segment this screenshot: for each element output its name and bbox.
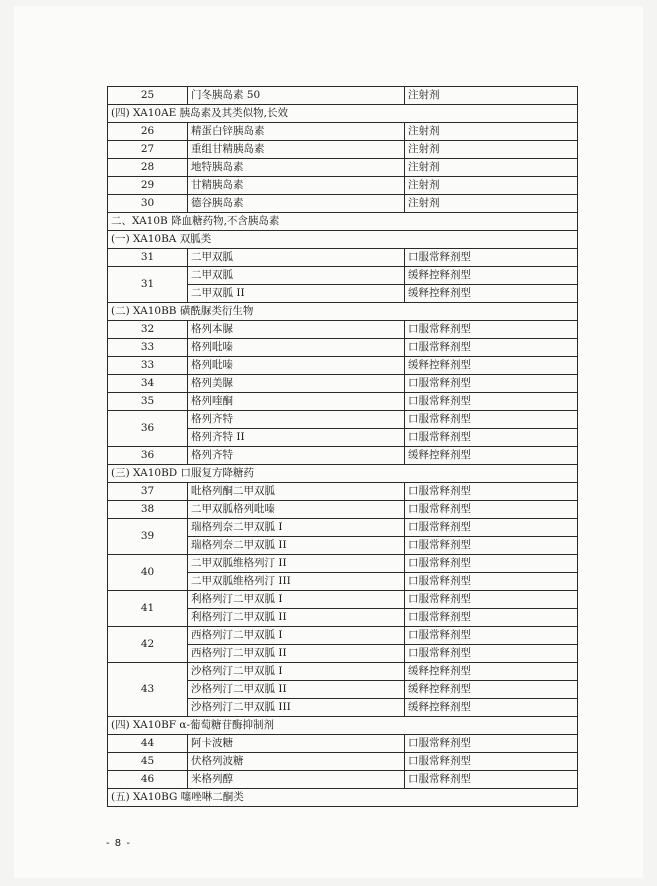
drug-table	[107, 86, 578, 807]
category-heading: (四) XA10BF α-葡萄糖苷酶抑制剂	[108, 717, 578, 735]
dosage-form: 口服常释剂型	[405, 483, 578, 501]
row-number: 45	[108, 753, 188, 771]
row-number: 28	[108, 159, 188, 177]
drug-name: 二甲双胍格列吡嗪	[188, 501, 405, 519]
row-number: 25	[108, 87, 188, 105]
drug-name: 德谷胰岛素	[188, 195, 405, 213]
dosage-form: 口服常释剂型	[405, 753, 578, 771]
drug-name: 重组甘精胰岛素	[188, 141, 405, 159]
drug-name: 米格列醇	[188, 771, 405, 789]
drug-name: 利格列汀二甲双胍 II	[188, 609, 405, 627]
row-number: 37	[108, 483, 188, 501]
row-number: 44	[108, 735, 188, 753]
drug-name: 格列喹酮	[188, 393, 405, 411]
category-row	[108, 231, 578, 249]
table-row	[108, 339, 578, 357]
row-number: 33	[108, 339, 188, 357]
dosage-form: 缓释控释剂型	[405, 699, 578, 717]
row-number: 36	[108, 447, 188, 465]
table-row	[108, 357, 578, 375]
drug-name: 二甲双胍维格列汀 III	[188, 573, 405, 591]
page-number: - 8 -	[106, 838, 131, 849]
category-row	[108, 105, 578, 123]
table-row	[108, 663, 578, 681]
dosage-form: 注射剂	[405, 87, 578, 105]
row-number: 31	[108, 249, 188, 267]
row-number: 26	[108, 123, 188, 141]
dosage-form: 注射剂	[405, 177, 578, 195]
dosage-form: 口服常释剂型	[405, 573, 578, 591]
dosage-form: 口服常释剂型	[405, 591, 578, 609]
table-row	[108, 627, 578, 645]
table-row	[108, 159, 578, 177]
drug-name: 利格列汀二甲双胍 I	[188, 591, 405, 609]
dosage-form: 口服常释剂型	[405, 537, 578, 555]
category-heading: (三) XA10BD 口服复方降糖药	[108, 465, 578, 483]
dosage-form: 口服常释剂型	[405, 645, 578, 663]
dosage-form: 口服常释剂型	[405, 321, 578, 339]
row-number: 39	[108, 519, 188, 555]
category-heading: (一) XA10BA 双胍类	[108, 231, 578, 249]
row-number: 42	[108, 627, 188, 663]
row-number: 41	[108, 591, 188, 627]
category-row	[108, 789, 578, 807]
dosage-form: 口服常释剂型	[405, 339, 578, 357]
drug-name: 格列齐特	[188, 447, 405, 465]
table-row	[108, 735, 578, 753]
drug-name: 门冬胰岛素 50	[188, 87, 405, 105]
drug-name: 二甲双胍 II	[188, 285, 405, 303]
dosage-form: 注射剂	[405, 159, 578, 177]
table-row	[108, 591, 578, 609]
drug-name: 格列本脲	[188, 321, 405, 339]
table-row	[108, 321, 578, 339]
category-row	[108, 717, 578, 735]
table-row	[108, 501, 578, 519]
table-row	[108, 249, 578, 267]
row-number: 35	[108, 393, 188, 411]
dosage-form: 口服常释剂型	[405, 375, 578, 393]
table-row	[108, 393, 578, 411]
row-number: 33	[108, 357, 188, 375]
table-row	[108, 267, 578, 285]
dosage-form: 口服常释剂型	[405, 609, 578, 627]
category-heading: (四) XA10AE 胰岛素及其类似物,长效	[108, 105, 578, 123]
table-row	[108, 123, 578, 141]
dosage-form: 口服常释剂型	[405, 393, 578, 411]
drug-name: 二甲双胍	[188, 267, 405, 285]
dosage-form: 口服常释剂型	[405, 411, 578, 429]
dosage-form: 口服常释剂型	[405, 735, 578, 753]
table-row	[108, 483, 578, 501]
row-number: 27	[108, 141, 188, 159]
dosage-form: 口服常释剂型	[405, 519, 578, 537]
drug-table-body	[108, 87, 578, 807]
category-row	[108, 303, 578, 321]
drug-name: 沙格列汀二甲双胍 I	[188, 663, 405, 681]
table-row	[108, 447, 578, 465]
category-row	[108, 465, 578, 483]
table-row	[108, 771, 578, 789]
drug-name: 格列美脲	[188, 375, 405, 393]
row-number: 38	[108, 501, 188, 519]
dosage-form: 缓释控释剂型	[405, 357, 578, 375]
row-number: 43	[108, 663, 188, 717]
drug-name: 格列齐特	[188, 411, 405, 429]
drug-name: 沙格列汀二甲双胍 III	[188, 699, 405, 717]
dosage-form: 口服常释剂型	[405, 249, 578, 267]
table-row	[108, 141, 578, 159]
dosage-form: 注射剂	[405, 195, 578, 213]
row-number: 36	[108, 411, 188, 447]
table-row	[108, 519, 578, 537]
dosage-form: 缓释控释剂型	[405, 681, 578, 699]
table-row	[108, 555, 578, 573]
dosage-form: 注射剂	[405, 123, 578, 141]
drug-name: 精蛋白锌胰岛素	[188, 123, 405, 141]
dosage-form: 口服常释剂型	[405, 771, 578, 789]
drug-name: 地特胰岛素	[188, 159, 405, 177]
drug-name: 甘精胰岛素	[188, 177, 405, 195]
drug-name: 西格列汀二甲双胍 II	[188, 645, 405, 663]
dosage-form: 口服常释剂型	[405, 555, 578, 573]
table-row	[108, 753, 578, 771]
category-heading: (五) XA10BG 噻唑啉二酮类	[108, 789, 578, 807]
row-number: 34	[108, 375, 188, 393]
dosage-form: 口服常释剂型	[405, 429, 578, 447]
drug-name: 伏格列波糖	[188, 753, 405, 771]
dosage-form: 缓释控释剂型	[405, 267, 578, 285]
drug-name: 二甲双胍维格列汀 II	[188, 555, 405, 573]
drug-name: 沙格列汀二甲双胍 II	[188, 681, 405, 699]
drug-name: 格列齐特 II	[188, 429, 405, 447]
dosage-form: 缓释控释剂型	[405, 285, 578, 303]
dosage-form: 注射剂	[405, 141, 578, 159]
category-heading: 二、XA10B 降血糖药物,不含胰岛素	[108, 213, 578, 231]
drug-name: 阿卡波糖	[188, 735, 405, 753]
drug-name: 西格列汀二甲双胍 I	[188, 627, 405, 645]
table-row	[108, 375, 578, 393]
dosage-form: 口服常释剂型	[405, 501, 578, 519]
dosage-form: 缓释控释剂型	[405, 663, 578, 681]
drug-name: 格列吡嗪	[188, 357, 405, 375]
category-row	[108, 213, 578, 231]
table-row	[108, 177, 578, 195]
row-number: 31	[108, 267, 188, 303]
row-number: 32	[108, 321, 188, 339]
row-number: 30	[108, 195, 188, 213]
row-number: 40	[108, 555, 188, 591]
drug-name: 吡格列酮二甲双胍	[188, 483, 405, 501]
row-number: 46	[108, 771, 188, 789]
drug-name: 瑞格列奈二甲双胍 II	[188, 537, 405, 555]
table-row	[108, 195, 578, 213]
table-row	[108, 87, 578, 105]
dosage-form: 口服常释剂型	[405, 627, 578, 645]
drug-name: 格列吡嗪	[188, 339, 405, 357]
row-number: 29	[108, 177, 188, 195]
drug-name: 二甲双胍	[188, 249, 405, 267]
dosage-form: 缓释控释剂型	[405, 447, 578, 465]
drug-name: 瑞格列奈二甲双胍 I	[188, 519, 405, 537]
table-row	[108, 411, 578, 429]
category-heading: (二) XA10BB 磺酰脲类衍生物	[108, 303, 578, 321]
